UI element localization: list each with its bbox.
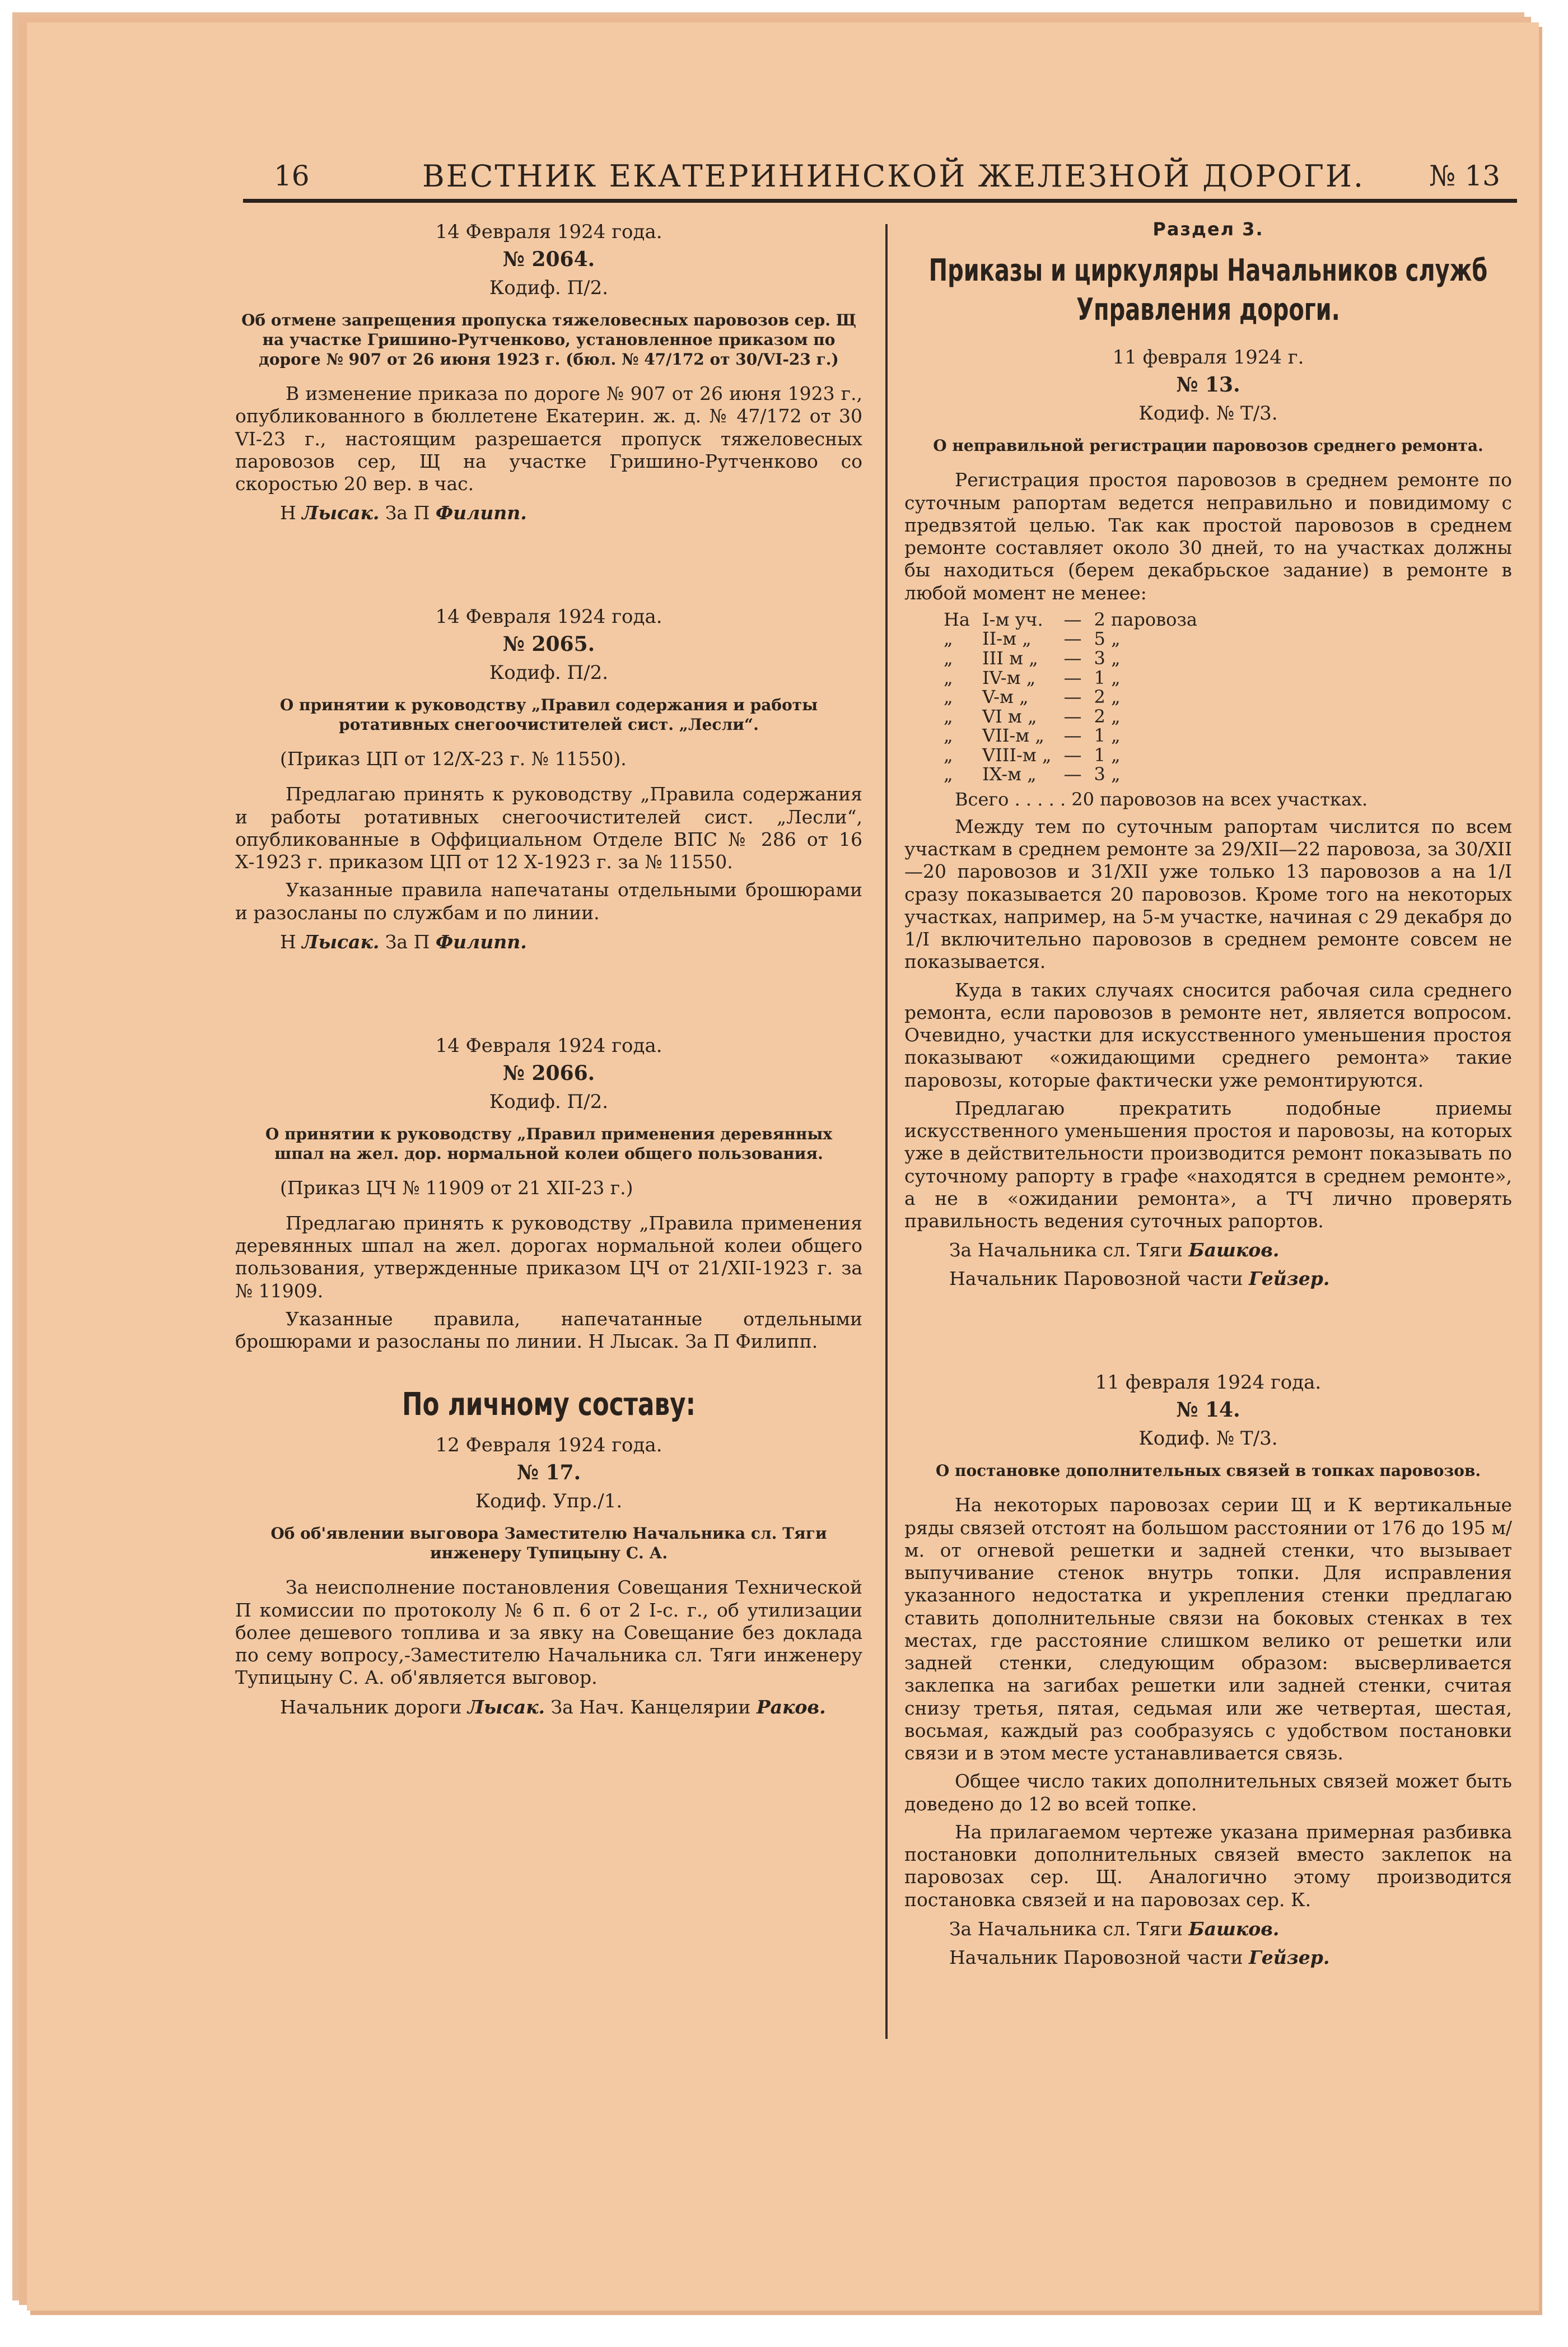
table-row bbox=[944, 726, 1210, 746]
order-date: 12 Февраля 1924 года. bbox=[435, 1434, 662, 1457]
table-cell: 3 „ bbox=[1094, 647, 1121, 669]
order-number: № 14. bbox=[1176, 1398, 1240, 1422]
order-text: На некоторых паровозах серии Щ и К вертикальные ряды связей отстоят на большом расстоянии от 176 до 195 м/м. от огневой решетки и задней стенки, что вызывает выпучивание стенок внутрь топки. Для исправления указанного недостатка и укрепления стенки предлагаю ставить дополнительные связи на боковых стенках в тех местах, где расстояние слишком велико от решетки или задней стенки, следующим образом: высверливается заклепка на загибах решетки или задней стенки, считая снизу третья, пятая, седьмая или же четвертая, шестая, восьмая, каждый раз сообразуясь с удобством постановки связи и в этом месте устанавливается связь. bbox=[904, 1494, 1512, 1764]
sig-name: Лысак. bbox=[467, 1696, 545, 1718]
table-cell: III м „ bbox=[982, 647, 1038, 669]
order-13 bbox=[904, 346, 1512, 1289]
table-cell: 2 паровоза bbox=[1094, 608, 1197, 630]
table-cell: „ bbox=[944, 705, 953, 727]
table-cell: „ bbox=[944, 686, 953, 708]
order-codif: Кодиф. Упр./1. bbox=[475, 1490, 623, 1513]
sig-name: Башков. bbox=[1188, 1239, 1280, 1261]
table-cell: 2 „ bbox=[1094, 686, 1121, 708]
table-cell: I-м уч. bbox=[982, 608, 1043, 630]
table-row bbox=[944, 649, 1210, 668]
table-cell: VI м „ bbox=[982, 705, 1037, 727]
table-cell: IX-м „ bbox=[982, 763, 1037, 785]
order-text: На прилагаемом чертеже указана примерная разбивка постановки дополнительных связей вместо заклепок на паровозах сер. Щ. Аналогично этому производится постановка связей и на паровозах сер. К. bbox=[904, 1820, 1512, 1911]
sig-name: Лысак. bbox=[302, 930, 380, 953]
order-2066 bbox=[235, 1035, 862, 1353]
order-number: № 17. bbox=[516, 1461, 581, 1485]
order-subject: О принятии к руководству „Правил содержания и работы ротативных снегоочистителей сист. „Лесли“. bbox=[279, 696, 818, 734]
table-row bbox=[944, 629, 1210, 649]
section-heading-personnel: По личному составу: bbox=[402, 1386, 696, 1423]
order-14 bbox=[904, 1371, 1512, 1968]
table-row bbox=[944, 668, 1210, 688]
order-2065 bbox=[235, 606, 862, 953]
order-subject: О постановке дополнительных связей в топках паровозов. bbox=[935, 1461, 1481, 1480]
publication-title: ВЕСТНИК ЕКАТЕРИНИНСКОЙ ЖЕЛЕЗНОЙ ДОРОГИ. bbox=[422, 159, 1365, 194]
left-column bbox=[235, 213, 862, 1725]
table-cell: VIII-м „ bbox=[982, 744, 1052, 766]
order-subject: Об об'явлении выговора Заместителю Начальника сл. Тяги инженеру Тупицыну С. А. bbox=[270, 1524, 827, 1563]
table-cell: — bbox=[1063, 725, 1082, 747]
sig-prefix: Начальник дороги bbox=[280, 1696, 462, 1718]
table-cell: 1 „ bbox=[1094, 667, 1121, 688]
table-cell: „ bbox=[944, 763, 953, 785]
table-cell: „ bbox=[944, 667, 953, 688]
order-text: Предлагаю прекратить подобные приемы искусственного уменьшения простоя и паровозы, на которых уже в действительности производится ремонт показывать по суточному рапорту в графе «находятся в среднем ремонте», а не в «ожидании ремонта», а ТЧ лично проверять правильность ведения суточных рапортов. bbox=[904, 1097, 1512, 1232]
column-divider bbox=[885, 224, 888, 2039]
order-17 bbox=[235, 1434, 862, 1717]
order-date: 11 февраля 1924 г. bbox=[1112, 346, 1304, 369]
table-cell: II-м „ bbox=[982, 628, 1032, 650]
order-number: № 2065. bbox=[502, 632, 595, 656]
table-row bbox=[944, 746, 1210, 765]
order-text: Предлагаю принять к руководству „Правила применения деревянных шпал на жел. дорогах нормальной колеи общего пользования, утвержденные приказом ЦЧ от 21/ХII-1923 г. за № 11909. bbox=[235, 1212, 862, 1302]
table-cell: VII-м „ bbox=[982, 725, 1044, 747]
order-text: За неисполнение постановления Совещания Технической П комиссии по протоколу № 6 п. 6 от 2 I-с. г., об утилизации более дешевого топлива и за явку на Совещание без доклада по сему вопросу,-Заместителю Начальника сл. Тяги инженеру Тупицыну С. А. об'является выговор. bbox=[235, 1576, 862, 1689]
sig-name: Лысак. bbox=[302, 502, 380, 524]
order-number: № 2064. bbox=[502, 248, 595, 271]
order-text: Указанные правила, напечатанные отдельными брошюрами и разосланы по линии. Н Лысак. За П Филипп. bbox=[235, 1307, 862, 1352]
order-subject: О неправильной регистрации паровозов среднего ремонта. bbox=[933, 436, 1483, 455]
order-text: Предлагаю принять к руководству „Правила содержания и работы ротативных снегоочистителей сист. „Лесли“, опубликованные в Оффициальном Отделе ВПС № 286 от 16 Х-1923 г. приказом ЦП от 12 Х-1923 г. за № 11550. bbox=[235, 783, 862, 873]
table-row bbox=[944, 707, 1210, 727]
order-codif: Кодиф. П/2. bbox=[489, 662, 609, 684]
order-subject: Об отмене запрещения пропуска тяжеловесных паровозов сер. Щ на участке Гришино-Рутченково, установленное приказом по дороге № 907 от 26 июня 1923 г. (бюл. № 47/172 от 30/VI-23 г.) bbox=[241, 311, 856, 369]
order-signature bbox=[949, 1239, 1512, 1261]
sig-name: Филипп. bbox=[435, 502, 527, 524]
order-codif: Кодиф. № Т/3. bbox=[1138, 402, 1278, 425]
table-cell: — bbox=[1063, 608, 1082, 630]
sig-prefix: За Начальника сл. Тяги bbox=[949, 1917, 1183, 1940]
table-row bbox=[944, 765, 1210, 784]
order-text: Указанные правила напечатаны отдельными брошюрами и разосланы по службам и по линии. bbox=[235, 879, 862, 924]
order-signature bbox=[280, 931, 862, 953]
order-subject: О принятии к руководству „Правил применения деревянных шпал на жел. дор. нормальной колеи общего пользования. bbox=[265, 1124, 833, 1163]
table-cell: 1 „ bbox=[1094, 744, 1121, 766]
sig-name: Раков. bbox=[756, 1696, 826, 1718]
table-cell: — bbox=[1063, 705, 1082, 727]
order-text: Общее число таких дополнительных связей может быть доведено до 12 во всей топке. bbox=[904, 1770, 1512, 1815]
order-signature bbox=[949, 1946, 1512, 1968]
right-column bbox=[904, 213, 1512, 1975]
section-label: Раздел 3. bbox=[1152, 218, 1264, 240]
sig-prefix: Начальник Паровозной части bbox=[949, 1946, 1243, 1968]
sig-prefix: За Начальника сл. Тяги bbox=[949, 1239, 1183, 1261]
table-cell: „ bbox=[944, 725, 953, 747]
order-note: (Приказ ЦП от 12/Х-23 г. № 11550). bbox=[280, 748, 627, 770]
order-text: Куда в таких случаях сносится рабочая сила среднего ремонта, если паровозов в ремонте нет, является вопросом. Очевидно, участки для искусственного уменьшения простоя показывают «ожидающими среднего ремонта» такие паровозы, которые фактически уже ремонтируются. bbox=[904, 979, 1512, 1091]
sig-prefix: Н bbox=[280, 502, 296, 524]
order-codif: Кодиф. П/2. bbox=[489, 1090, 609, 1113]
order-signature bbox=[280, 1696, 862, 1718]
locomotive-table bbox=[944, 610, 1210, 784]
order-signature bbox=[949, 1918, 1512, 1940]
order-signature bbox=[949, 1268, 1512, 1289]
order-codif: Кодиф. П/2. bbox=[489, 277, 609, 299]
table-cell: 2 „ bbox=[1094, 705, 1121, 727]
sig-name: Гейзер. bbox=[1248, 1946, 1330, 1968]
table-cell: V-м „ bbox=[982, 686, 1029, 708]
table-cell: „ bbox=[944, 647, 953, 669]
sig-mid: За Нач. Канцелярии bbox=[550, 1696, 751, 1718]
order-codif: Кодиф. № Т/3. bbox=[1138, 1427, 1278, 1450]
section-title: Приказы и циркуляры Начальников служб Управления дороги. bbox=[928, 253, 1488, 328]
table-cell: — bbox=[1063, 628, 1082, 650]
order-date: 11 февраля 1924 года. bbox=[1095, 1371, 1322, 1394]
sig-name: Башков. bbox=[1188, 1917, 1280, 1940]
table-cell: 1 „ bbox=[1094, 725, 1121, 747]
order-number: № 2066. bbox=[502, 1061, 595, 1085]
table-total: Всего . . . . . 20 паровозов на всех участках. bbox=[955, 788, 1368, 810]
sig-mid: За П bbox=[385, 930, 430, 953]
table-cell: — bbox=[1063, 647, 1082, 669]
order-number: № 13. bbox=[1176, 373, 1240, 397]
sig-mid: За П bbox=[385, 502, 430, 524]
table-cell: — bbox=[1063, 744, 1082, 766]
sig-name: Гейзер. bbox=[1248, 1268, 1330, 1290]
issue-number: № 13 bbox=[1429, 160, 1500, 192]
table-cell: — bbox=[1063, 667, 1082, 688]
order-date: 14 Февраля 1924 года. bbox=[435, 606, 662, 628]
sig-prefix: Н bbox=[280, 930, 296, 953]
sig-name: Филипп. bbox=[435, 930, 527, 953]
table-cell: На bbox=[944, 608, 970, 630]
table-cell: „ bbox=[944, 628, 953, 650]
order-date: 14 Февраля 1924 года. bbox=[435, 221, 662, 243]
page-header bbox=[243, 148, 1517, 203]
table-row bbox=[944, 687, 1210, 707]
sig-prefix: Начальник Паровозной части bbox=[949, 1268, 1243, 1290]
table-cell: „ bbox=[944, 744, 953, 766]
order-text: Между тем по суточным рапортам числится по всем участкам в среднем ремонте за 29/ХII—22 паровоза, за 30/ХII—20 паровозов и 31/ХII уже только 13 паровозов а на 1/I сразу показывается 20 паровозов. Кроме того на некоторых участках, например, на 5-м участке, начиная с 29 декабря до 1/I включительно паровозов в среднем ремонте совсем не показывается. bbox=[904, 815, 1512, 973]
order-text: Регистрация простоя паровозов в среднем ремонте по суточным рапортам ведется неправильно и повидимому с предвзятой целью. Так как простой паровозов в среднем ремонте составляет около 30 дней, то на участках должны бы находиться (берем декабрьское задание) в ремонте в любой момент не менее: bbox=[904, 469, 1512, 604]
table-cell: 3 „ bbox=[1094, 763, 1121, 785]
table-row bbox=[944, 610, 1210, 630]
page-number: 16 bbox=[274, 160, 310, 192]
order-text: В изменение приказа по дороге № 907 от 26 июня 1923 г., опубликованного в бюллетене Екатерин. ж. д. № 47/172 от 30 VI-23 г., настоящим разрешается пропуск тяжеловесных паровозов сер, Щ на участке Гришино-Рутченково со скоростью 20 вер. в час. bbox=[235, 383, 862, 495]
table-cell: — bbox=[1063, 763, 1082, 785]
order-date: 14 Февраля 1924 года. bbox=[435, 1034, 662, 1057]
table-cell: IV-м „ bbox=[982, 667, 1036, 688]
table-cell: 5 „ bbox=[1094, 628, 1121, 650]
table-cell: — bbox=[1063, 686, 1082, 708]
order-signature bbox=[280, 502, 862, 524]
order-note: (Приказ ЦЧ № 11909 от 21 ХII-23 г.) bbox=[280, 1176, 633, 1199]
order-2064 bbox=[235, 221, 862, 524]
